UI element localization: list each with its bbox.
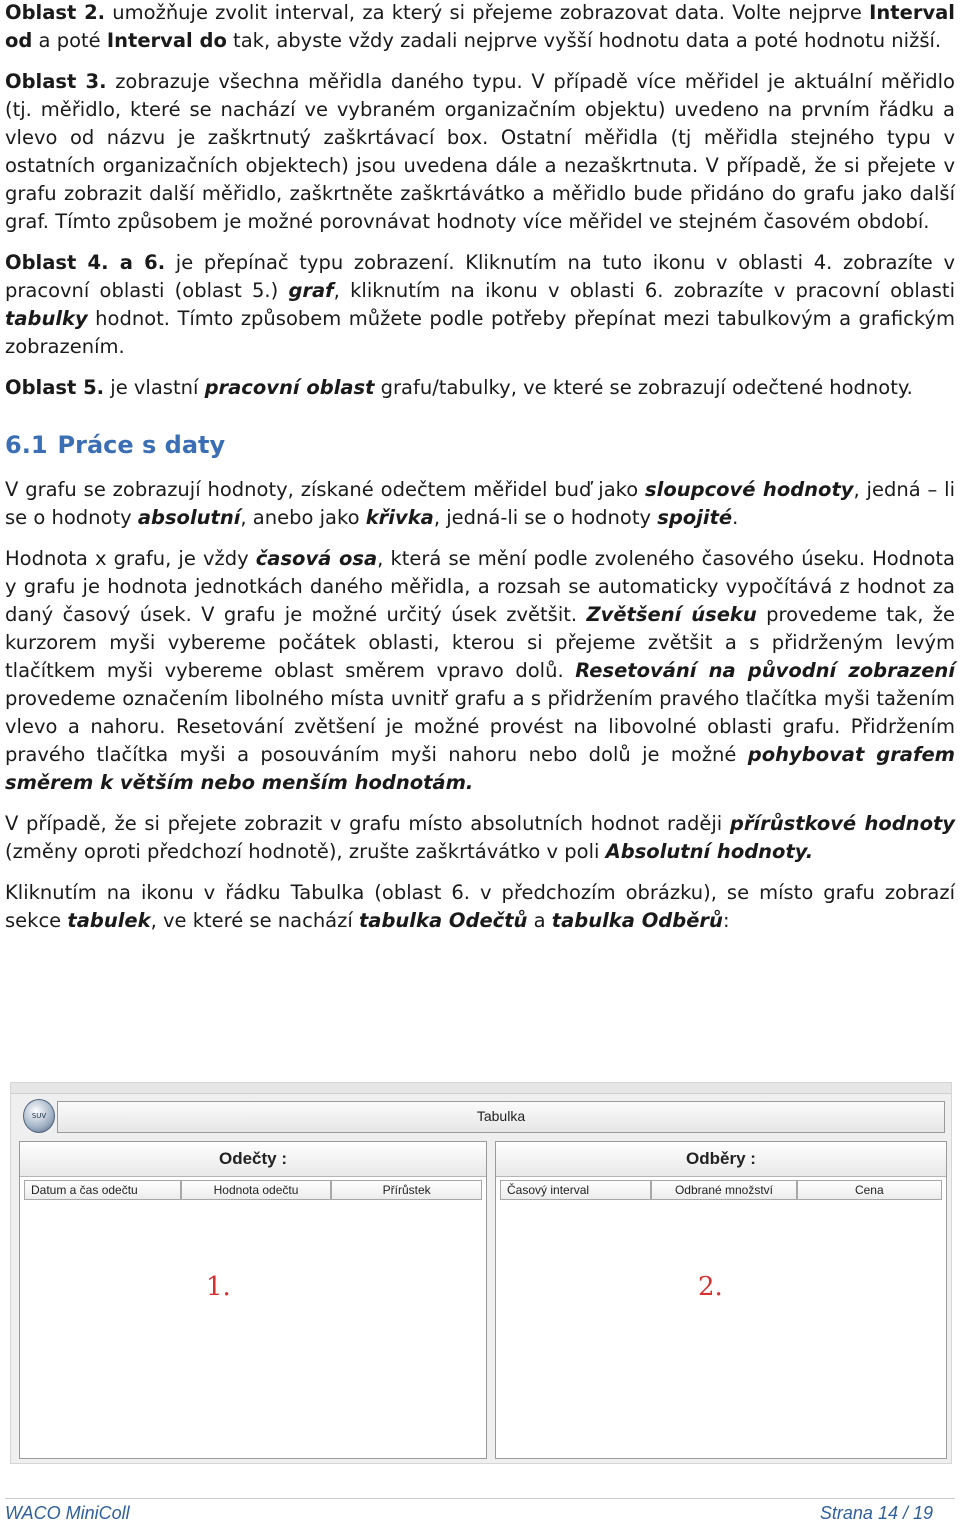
paragraph-oblast-3 (5, 68, 955, 236)
paragraph-oblast-4-6 (5, 249, 955, 361)
term: přírůstkové hodnoty (729, 812, 955, 835)
text: a (527, 909, 552, 932)
text: (změny oproti předchozí hodnotě), zrušte zaškrtávátko v poli (5, 840, 606, 863)
term: Resetování na původní zobrazení (575, 659, 955, 682)
text: a poté (32, 29, 107, 52)
text: , anebo jako (240, 506, 366, 529)
text: tak, abyste vždy zadali nejprve vyšší hodnotu data a poté hodnotu nižší. (226, 29, 942, 52)
text: V případě, že si přejete zobrazit v grafu místo absolutních hodnot raději (5, 812, 730, 835)
suv-logo-icon (23, 1099, 55, 1133)
text: : (722, 909, 730, 932)
term-interval-od: Interval od (5, 1, 955, 52)
text: , kliknutím na ikonu v oblasti 6. zobrazíte v pracovní oblasti (333, 279, 955, 302)
text: umožňuje zvolit interval, za který si přejeme zobrazovat data. Volte nejprve (105, 1, 870, 24)
odecty-table-panel (19, 1141, 487, 1459)
column-header-prirustek[interactable]: Přírůstek (331, 1180, 482, 1200)
term-tabulky: tabulky (5, 307, 88, 330)
column-header-mnozstvi[interactable]: Odbrané množství (651, 1180, 796, 1200)
tab-tabulka-label: Tabulka (476, 1108, 526, 1124)
text: hodnot. Tímto způsobem můžete podle potřeby přepínat mezi tabulkovým a grafickým zobrazením. (5, 307, 955, 358)
text: , jedná – li se o hodnoty (5, 478, 955, 529)
term: tabulka Odběrů (551, 909, 723, 932)
term: časová osa (255, 547, 378, 570)
section-heading (5, 430, 955, 460)
text: provedeme tak, že kurzorem myši vybereme počátek oblasti, kterou si přejeme zvětšit a s přidrženým levým tlačítkem myši vybereme oblast směrem vpravo dolů. (5, 603, 956, 682)
text: , která se mění podle zvoleného časového úseku. Hodnota y grafu je hodnota jednotkách daného měřidla, a rozsah se automaticky vypočítává z hodnot za daný časový úsek. V grafu je možné určitý úsek zvětšit. (5, 547, 955, 626)
odecty-column-headers (24, 1180, 482, 1200)
tab-tabulka[interactable] (57, 1101, 945, 1133)
column-header-interval[interactable]: Časový interval (500, 1180, 651, 1200)
section-number: 6.1 (5, 431, 48, 459)
document-body (5, 0, 955, 935)
term-oblast-2: Oblast 2. (5, 1, 106, 24)
tables-screenshot (10, 1082, 952, 1464)
term: Absolutní hodnoty. (605, 840, 814, 863)
paragraph-oblast-2 (5, 0, 955, 55)
text: V grafu se zobrazují hodnoty, získané odečtem měřidel buď jako (5, 478, 646, 501)
paragraph-tabulka (5, 879, 955, 935)
text: grafu/tabulky, ve které se zobrazují odečtené hodnoty. (374, 376, 913, 399)
window-top-strip (11, 1083, 951, 1094)
odbery-column-headers (500, 1180, 942, 1200)
term: křivka (365, 506, 434, 529)
term-oblast-3: Oblast 3. (5, 70, 107, 93)
text: , ve které se nachází (150, 909, 359, 932)
column-header-hodnota[interactable]: Hodnota odečtu (181, 1180, 332, 1200)
odecty-title: Odečty : (20, 1142, 486, 1177)
text: je přepínač typu zobrazení. Kliknutím na tuto ikonu v oblasti 4. zobrazíte v pracovní oblasti (oblast 5.) (5, 251, 955, 302)
odbery-table-panel (495, 1141, 947, 1459)
term-oblast-4-6: Oblast 4. a 6. (5, 251, 166, 274)
paragraph-grafu-hodnoty (5, 476, 955, 532)
column-header-cena[interactable]: Cena (797, 1180, 942, 1200)
term-graf: graf (288, 279, 334, 302)
text: Hodnota x grafu, je vždy (5, 547, 256, 570)
term: tabulek (67, 909, 151, 932)
text: zobrazuje všechna měřidla daného typu. V případě více měřidel je aktuální měřidlo (tj. měřidlo, které se nachází ve vybraném organizačním objektu) uvedeno na prvním řádku a vlevo od názvu je zaškrtnutý zaškrtávací box. Ostatní měřidla (tj měřidla stejného typu v ostatních organizačních objektech) jsou uvedena dále a nezaškrtnuta. V případě, že si přejete v grafu zobrazit další měřidlo, zaškrtněte zaškrtávátko a měřidlo bude přidáno do grafu jako další graf. Tímto způsobem je možné porovnávat hodnoty více měřidel ve stejném časovém období. (5, 70, 955, 233)
text: je vlastní (104, 376, 205, 399)
term: tabulka Odečtů (358, 909, 528, 932)
term: absolutní (137, 506, 241, 529)
term-interval-do: Interval do (106, 29, 227, 52)
paragraph-prirustkove (5, 810, 955, 866)
area-marker-1: 1. (206, 1272, 231, 1302)
text: , jedná-li se o hodnoty (433, 506, 658, 529)
odbery-title: Odběry : (496, 1142, 946, 1177)
paragraph-oblast-5 (5, 374, 955, 402)
table-toolbar (11, 1095, 949, 1135)
term: Zvětšení úseku (586, 603, 757, 626)
text: provedeme označením libolného místa uvnitř grafu a s přidržením pravého tlačítka myši tažením vlevo a nahoru. Resetování zvětšení je možné provést na libovolné oblasti grafu. Přidržením pravého tlačítka myši a posouváním myši nahoru nebo dolů je možné (5, 687, 955, 766)
section-title: Práce s daty (57, 431, 226, 459)
footer-page-number: Strana 14 / 19 (819, 1503, 933, 1523)
term-oblast-5: Oblast 5. (5, 376, 105, 399)
column-header-datum[interactable]: Datum a čas odečtu (24, 1180, 181, 1200)
term: pohybovat grafem směrem k větším nebo menším hodnotám. (5, 743, 955, 794)
logo-text: SUV (31, 1112, 47, 1120)
text: . (732, 506, 739, 529)
term-pracovni-oblast: pracovní oblast (204, 376, 375, 399)
text: Kliknutím na ikonu v řádku Tabulka (oblast 6. v předchozím obrázku), se místo grafu zobrazí sekce (5, 881, 955, 932)
footer-product-name: WACO MiniColl (5, 1503, 130, 1523)
term: sloupcové hodnoty (645, 478, 854, 501)
page-footer (5, 1498, 955, 1525)
paragraph-hodnota-x (5, 545, 955, 797)
area-marker-2: 2. (698, 1272, 723, 1302)
term: spojité (657, 506, 733, 529)
